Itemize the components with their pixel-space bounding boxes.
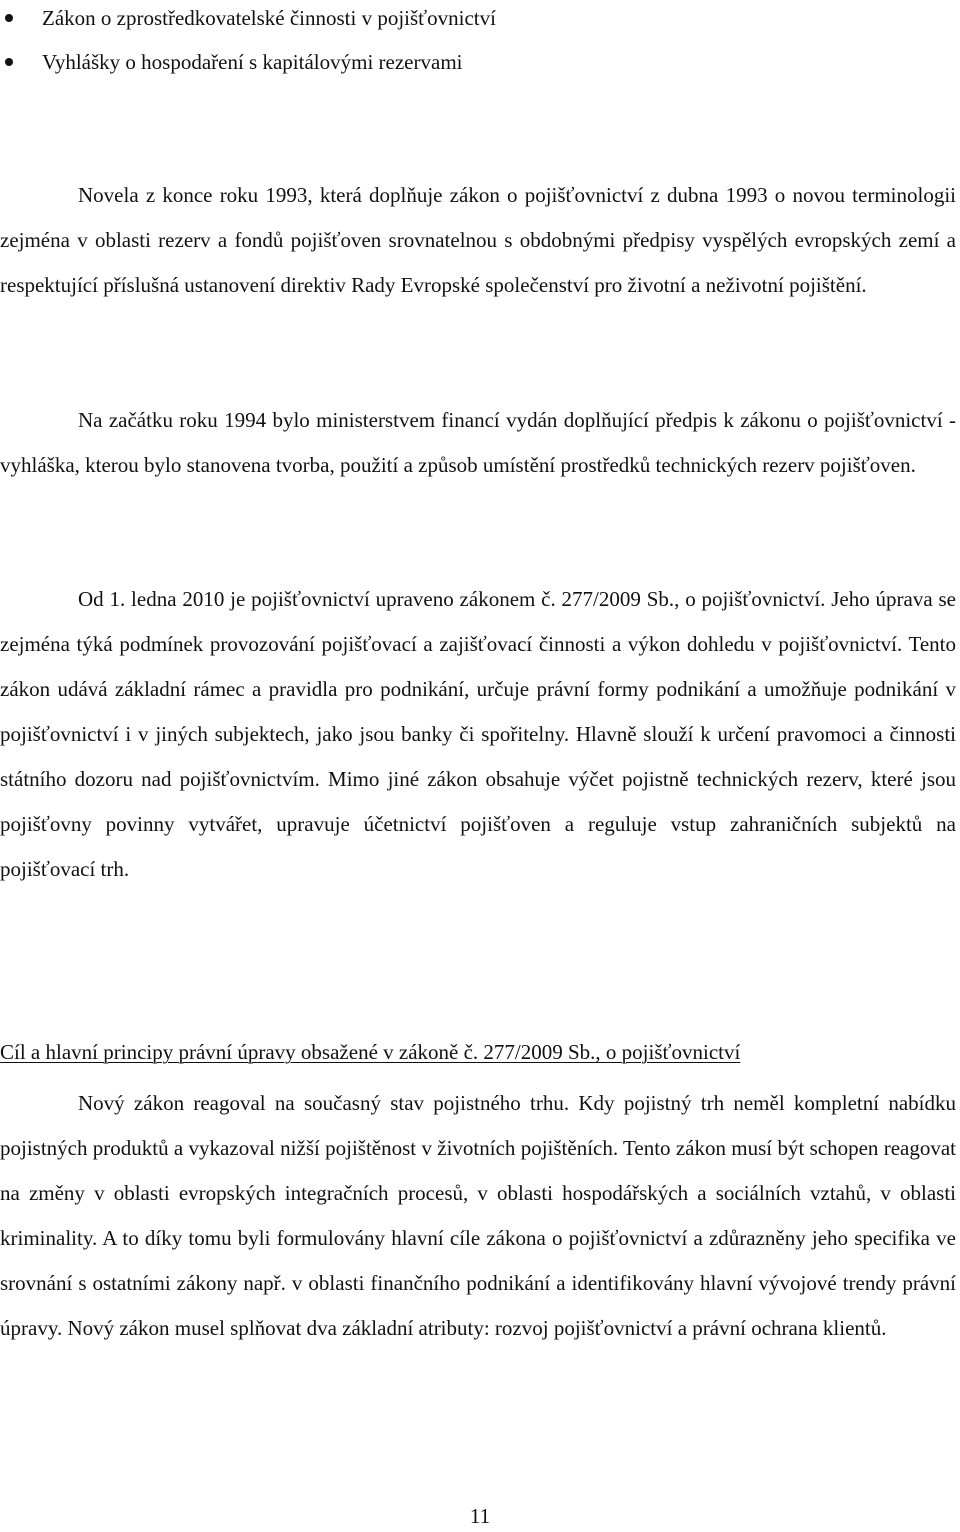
bullet-list <box>0 0 960 88</box>
bullet-icon <box>5 14 13 22</box>
paragraph-cil-zakona: Nový zákon reagoval na současný stav pojistného trhu. Kdy pojistný trh neměl kompletní nabídku pojistných produktů a vykazoval nižší pojištěnost v životních pojištěních. Tento zákon musí být schopen reagovat na změny v oblasti evropských integračních procesů, v oblasti hospodářských a sociálních vztahů, v oblasti kriminality. A to díky tomu byli formulovány hlavní cíle zákona o pojišťovnictví a zdůrazněny jeho specifika ve srovnání s ostatními zákony např. v oblasti finančního podnikání a identifikovány hlavní vývojové trendy právní úpravy. Nový zákon musel splňovat dva základní atributy: rozvoj pojišťovnictví a právní ochrana klientů. <box>0 1091 956 1340</box>
list-item-text: Vyhlášky o hospodaření s kapitálovými rezervami <box>42 50 463 74</box>
section-heading: Cíl a hlavní principy právní úpravy obsažené v zákoně č. 277/2009 Sb., o pojišťovnictví <box>0 1040 741 1064</box>
list-item <box>0 44 960 88</box>
list-item-text: Zákon o zprostředkovatelské činnosti v pojišťovnictví <box>42 6 496 30</box>
paragraph-novela-1993: Novela z konce roku 1993, která doplňuje zákon o pojišťovnictví z dubna 1993 o novou terminologii zejména v oblasti rezerv a fondů pojišťoven srovnatelnou s obdobnými předpisy vyspělých evropských zemí a respektující příslušná ustanovení direktiv Rady Evropské společenství pro životní a neživotní pojištění. <box>0 183 956 297</box>
paragraph-zakon-2010: Od 1. ledna 2010 je pojišťovnictví upraveno zákonem č. 277/2009 Sb., o pojišťovnictví. Jeho úprava se zejména týká podmínek provozování pojišťovací a zajišťovací činnosti a výkon dohledu v pojišťovnictví. Tento zákon udává základní rámec a pravidla pro podnikání, určuje právní formy podnikání a umožňuje podnikání v pojišťovnictví i v jiných subjektech, jako jsou banky či spořitelny. Hlavně slouží k určení pravomoci a činnosti státního dozoru nad pojišťovnictvím. Mimo jiné zákon obsahuje výčet pojistně technických rezerv, které jsou pojišťovny povinny vytvářet, upravuje účetnictví pojišťoven a reguluje vstup zahraničních subjektů na pojišťovací trh. <box>0 587 956 881</box>
page-number: 11 <box>469 1504 491 1528</box>
list-item <box>0 0 960 44</box>
bullet-icon <box>5 58 13 66</box>
paragraph-vyhlaska-1994: Na začátku roku 1994 bylo ministerstvem financí vydán doplňující předpis k zákonu o pojišťovnictví - vyhláška, kterou bylo stanovena tvorba, použití a způsob umístění prostředků technických rezerv pojišťoven. <box>0 408 956 477</box>
